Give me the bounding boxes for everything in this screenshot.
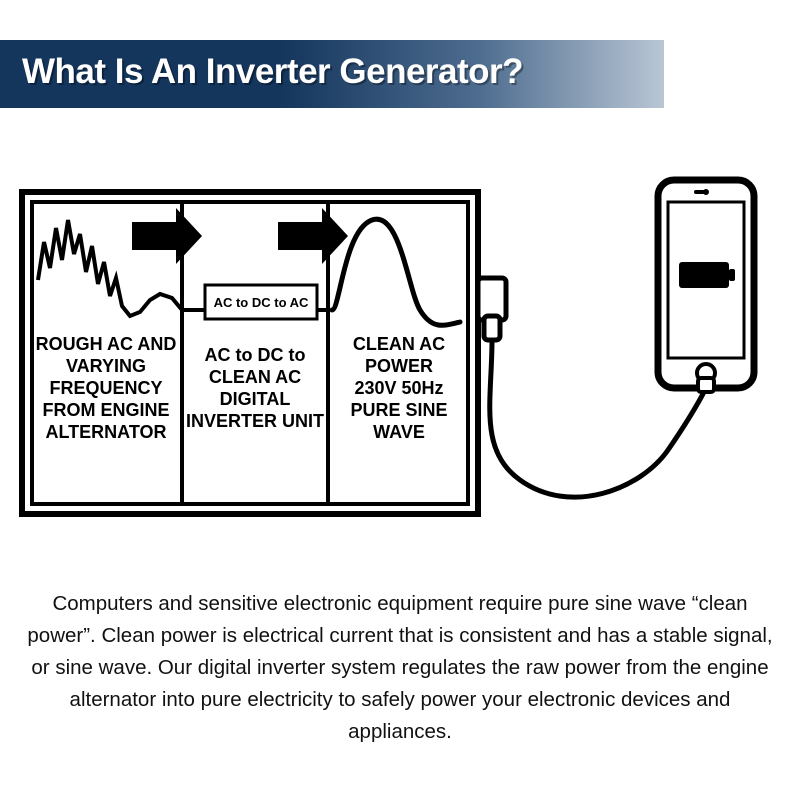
caption-text: Computers and sensitive electronic equipment require pure sine wave “clean power”. Clean power is electrical current that is consistent and has a stable signal, or sine wave. Our digital inverter system regulates the raw power from the engine alternator into pure electricity to safely power your electronic devices and appliances. — [27, 592, 773, 743]
diagram-container — [0, 150, 800, 570]
svg-text:WAVE: WAVE — [373, 422, 425, 442]
svg-text:230V 50Hz: 230V 50Hz — [354, 378, 444, 398]
svg-text:CLEAN AC: CLEAN AC — [208, 367, 302, 387]
svg-text:ALTERNATOR: ALTERNATOR — [45, 422, 167, 442]
arrow-2-icon — [278, 208, 348, 264]
stage-inverter-unit-label — [186, 345, 324, 431]
svg-text:FREQUENCY: FREQUENCY — [49, 378, 163, 398]
caption-block — [24, 588, 776, 748]
svg-text:AC to DC to: AC to DC to — [204, 345, 306, 365]
svg-text:DIGITAL: DIGITAL — [219, 389, 291, 409]
svg-text:INVERTER UNIT: INVERTER UNIT — [185, 411, 325, 431]
svg-text:POWER: POWER — [364, 356, 434, 376]
clean-sine-wave-icon — [332, 219, 460, 325]
inverter-module-label: AC to DC to AC — [213, 295, 309, 310]
svg-text:CLEAN AC: CLEAN AC — [352, 334, 446, 354]
inverter-module-box — [182, 285, 330, 319]
wall-plug-icon — [478, 278, 506, 340]
svg-text:VARYING: VARYING — [65, 356, 147, 376]
stage-clean-ac-label — [350, 334, 447, 442]
svg-text:FROM ENGINE: FROM ENGINE — [42, 400, 170, 420]
arrow-1-icon — [132, 208, 202, 264]
svg-text:PURE SINE: PURE SINE — [350, 400, 448, 420]
svg-text:ROUGH AC AND: ROUGH AC AND — [35, 334, 177, 354]
stage-rough-ac-label — [36, 334, 177, 442]
cable-connector-icon — [698, 378, 714, 392]
battery-full-icon — [679, 262, 735, 288]
page-title: What Is An Inverter Generator? — [22, 52, 524, 91]
